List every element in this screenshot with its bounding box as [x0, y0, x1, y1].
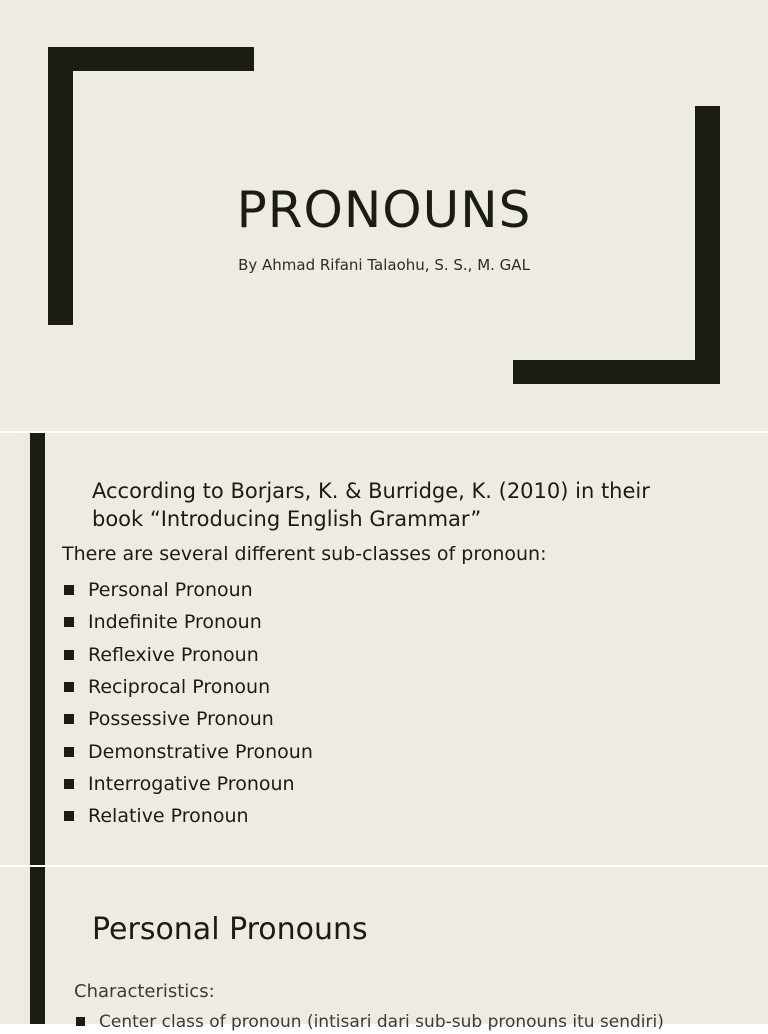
square-bullet-icon: [64, 585, 74, 595]
list-item: [62, 735, 313, 767]
list-item: [62, 800, 313, 832]
pronoun-subclass-list: [62, 574, 313, 832]
list-item-label: Personal Pronoun: [88, 579, 253, 602]
list-item: [62, 606, 313, 638]
intro-text: There are several different sub-classes of pronoun:: [62, 543, 547, 565]
square-bullet-icon: [64, 747, 74, 757]
characteristic-text: Center class of pronoun (intisari dari sub-sub pronouns itu sendiri): [99, 1012, 664, 1032]
reference-text: [92, 477, 712, 533]
reference-line-1: According to Borjars, K. & Burridge, K. (2010) in their: [92, 479, 650, 503]
list-item-label: Reflexive Pronoun: [88, 643, 259, 666]
frame-bottom-right-vertical: [695, 106, 720, 384]
list-item-label: Demonstrative Pronoun: [88, 740, 313, 763]
square-bullet-icon: [64, 811, 74, 821]
frame-top-left-horizontal: [48, 47, 254, 71]
list-item-label: Indefinite Pronoun: [88, 611, 262, 634]
list-item-label: Interrogative Pronoun: [88, 772, 295, 795]
list-item: [62, 703, 313, 735]
list-item: [62, 639, 313, 671]
characteristics-label: Characteristics:: [74, 981, 215, 1002]
list-item: [62, 768, 313, 800]
accent-bar: [30, 867, 45, 1024]
frame-bottom-right-horizontal: [513, 360, 720, 384]
characteristic-item: [74, 1010, 764, 1034]
list-item: [62, 574, 313, 606]
square-bullet-icon: [76, 1017, 85, 1026]
list-item-label: Reciprocal Pronoun: [88, 676, 271, 699]
list-item-label: Possessive Pronoun: [88, 708, 274, 731]
list-item: [62, 671, 313, 703]
square-bullet-icon: [64, 714, 74, 724]
square-bullet-icon: [64, 650, 74, 660]
square-bullet-icon: [64, 682, 74, 692]
list-item-label: Relative Pronoun: [88, 805, 249, 828]
section-heading: Personal Pronouns: [92, 912, 368, 947]
accent-bar: [30, 433, 45, 865]
title-slide: [0, 0, 768, 431]
slide-title: PRONOUNS: [236, 181, 532, 239]
reference-line-2: book “Introducing English Grammar”: [92, 507, 482, 531]
square-bullet-icon: [64, 779, 74, 789]
square-bullet-icon: [64, 617, 74, 627]
slide-subtitle: By Ahmad Rifani Talaohu, S. S., M. GAL: [238, 256, 530, 274]
